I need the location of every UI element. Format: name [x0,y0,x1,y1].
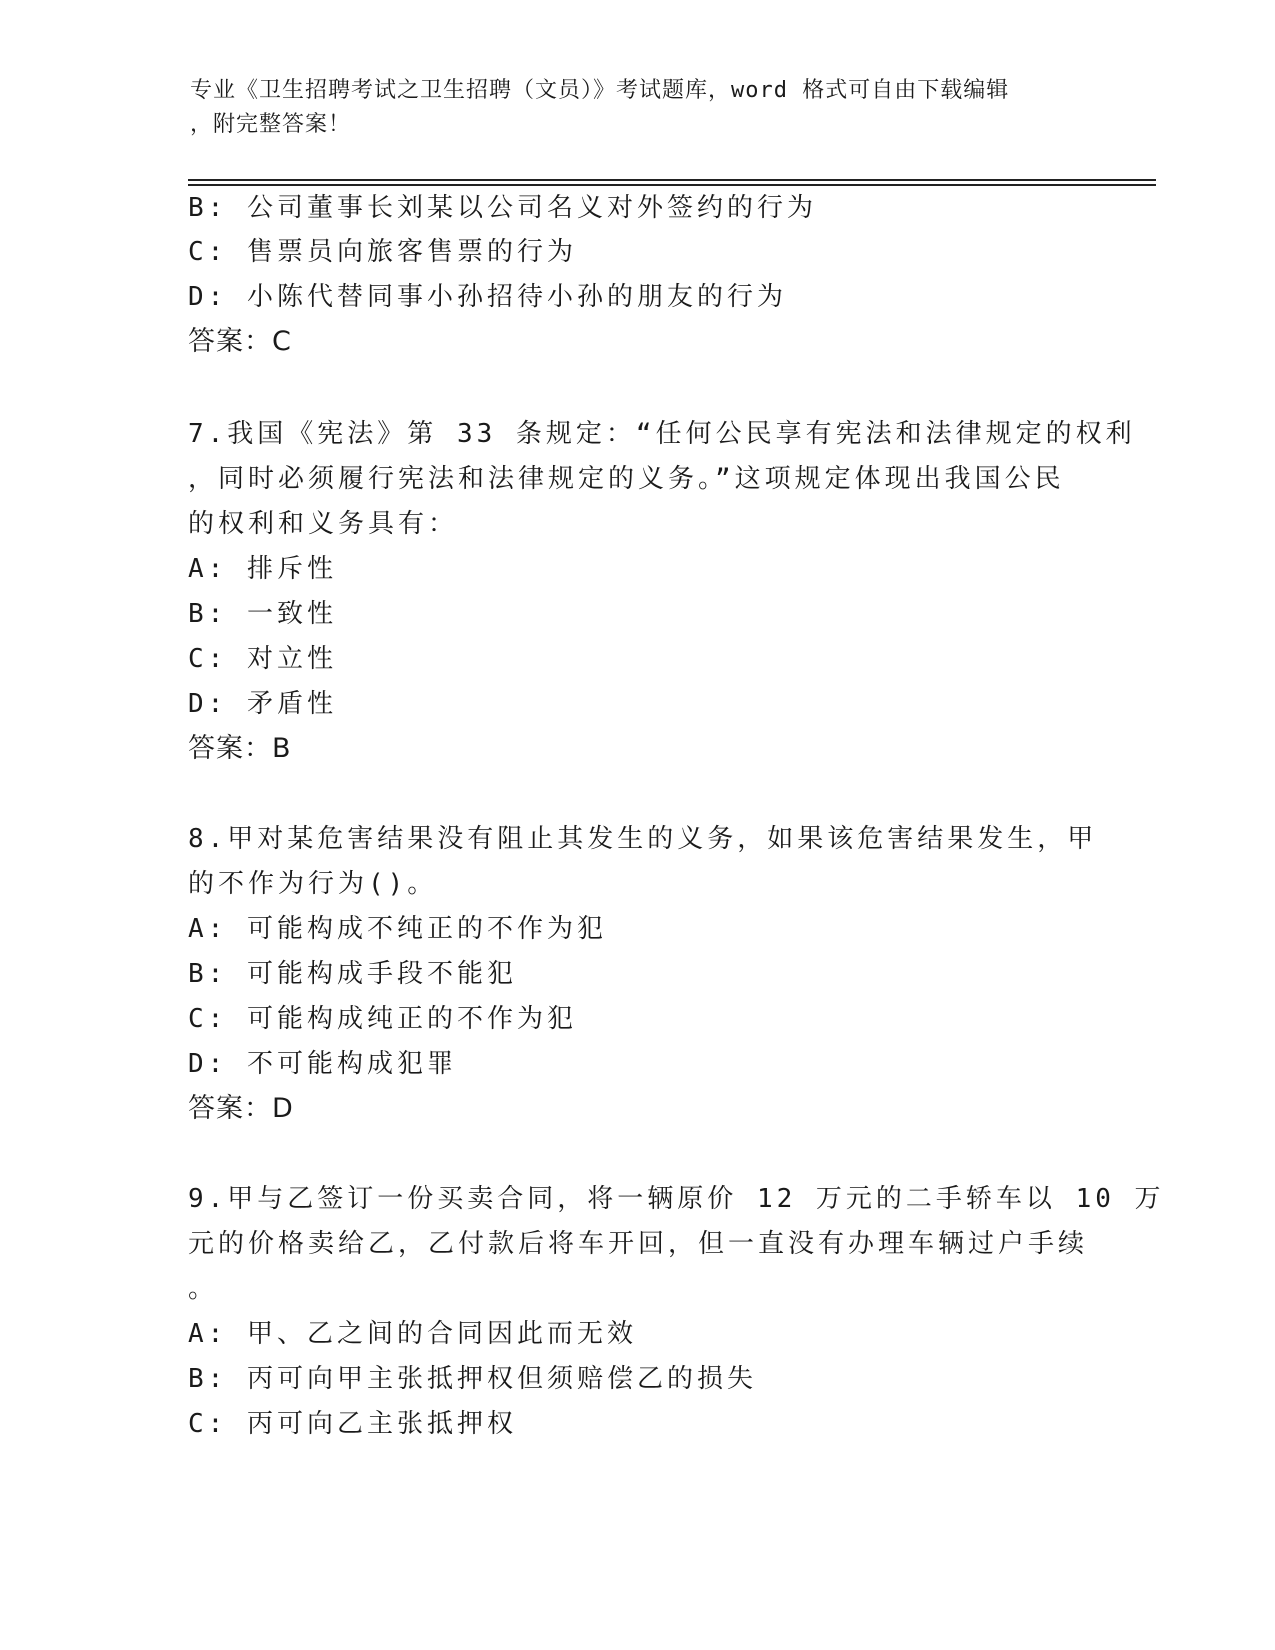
q7-option-d: D: 矛盾性 [188,689,337,719]
q7-stem-line-1: 7.我国《宪法》第 33 条规定：“任何公民享有宪法和法律规定的权利 [188,419,1136,449]
q9-stem-line-3: 。 [188,1274,219,1304]
q8-option-b: B: 可能构成手段不能犯 [188,959,517,989]
q6-option-b: B: 公司董事长刘某以公司名义对外签约的行为 [188,193,817,223]
q8-stem-line-2: 的不作为行为()。 [188,869,438,899]
q9-option-b: B: 丙可向甲主张抵押权但须赔偿乙的损失 [188,1364,757,1394]
q7-option-c: C: 对立性 [188,644,337,674]
header-divider-bottom [188,184,1156,186]
q7-stem-line-3: 的权利和义务具有： [188,509,459,539]
q8-option-c: C: 可能构成纯正的不作为犯 [188,1004,577,1034]
q9-option-a: A: 甲、乙之间的合同因此而无效 [188,1319,637,1349]
q7-stem-line-2: ，同时必须履行宪法和法律规定的义务。”这项规定体现出我国公民 [188,464,1065,494]
q6-answer: 答案：C [188,326,292,357]
header-line-2: ，附完整答案！ [190,112,352,137]
q6-option-d: D: 小陈代替同事小孙招待小孙的朋友的行为 [188,282,787,312]
q8-answer: 答案：D [188,1093,294,1124]
q6-option-c: C: 售票员向旅客售票的行为 [188,237,577,267]
q7-option-a: A: 排斥性 [188,554,337,584]
q8-option-a: A: 可能构成不纯正的不作为犯 [188,914,607,944]
q7-answer: 答案：B [188,733,292,764]
q8-stem-line-1: 8.甲对某危害结果没有阻止其发生的义务，如果该危害结果发生，甲 [188,824,1098,854]
header-divider-top [188,179,1156,181]
q8-option-d: D: 不可能构成犯罪 [188,1049,457,1079]
document-header-note [190,74,1090,142]
q7-option-b: B: 一致性 [188,599,337,629]
header-line-1: 专业《卫生招聘考试之卫生招聘（文员）》考试题库，word 格式可自由下载编辑 [190,78,1010,103]
q9-option-c: C: 丙可向乙主张抵押权 [188,1409,517,1439]
q9-stem-line-2: 元的价格卖给乙，乙付款后将车开回，但一直没有办理车辆过户手续 [188,1229,1089,1259]
q9-stem-line-1: 9.甲与乙签订一份买卖合同，将一辆原价 12 万元的二手轿车以 10 万 [188,1184,1165,1214]
